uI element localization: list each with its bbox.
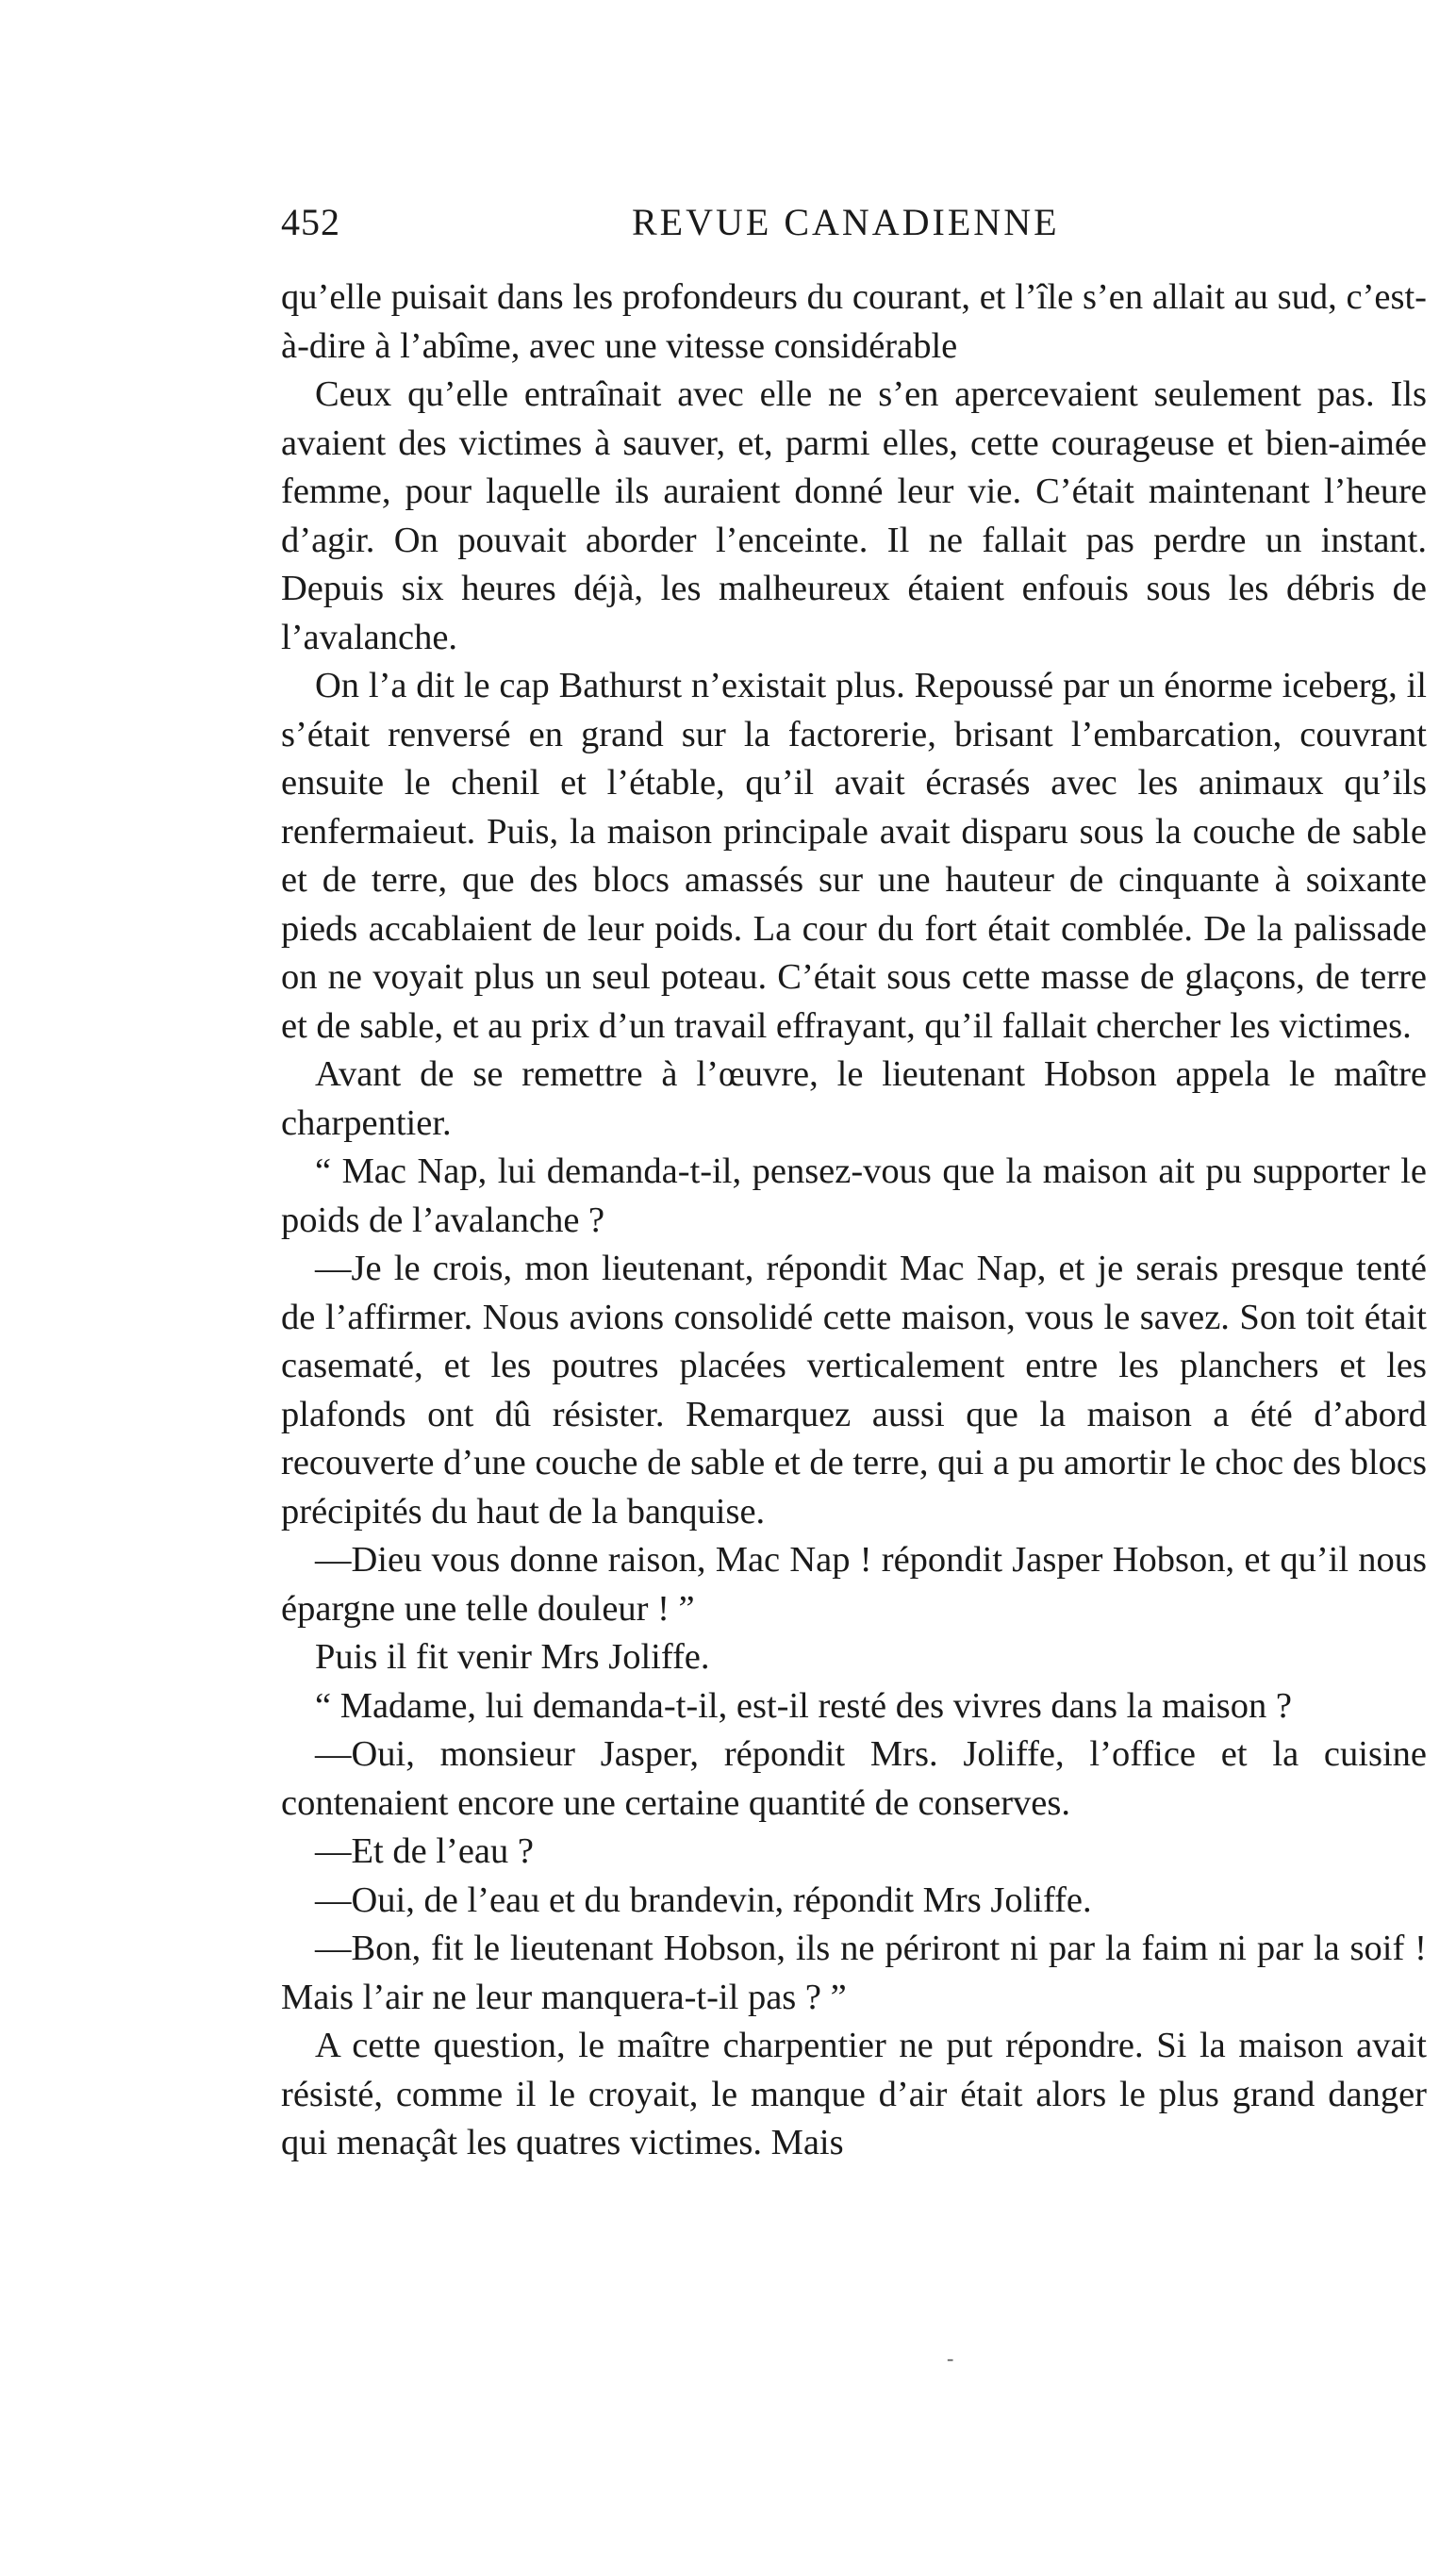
paragraph: —Oui, monsieur Jasper, répondit Mrs. Joliffe, l’office et la cuisine contenaient encore une certaine quantité de conserves. bbox=[281, 1734, 1427, 1823]
running-head: REVUE CANADIENNE bbox=[632, 201, 1060, 243]
paragraph: —Et de l’eau ? bbox=[315, 1831, 534, 1871]
paragraph: qu’elle puisait dans les profondeurs du courant, et l’île s’en allait au sud, c’est-à-dire à l’abîme, avec une vitesse considérable bbox=[281, 277, 1427, 366]
body-text bbox=[281, 273, 1427, 2168]
paragraph: —Oui, de l’eau et du brandevin, répondit Mrs Joliffe. bbox=[315, 1879, 1092, 1920]
paragraph: —Dieu vous donne raison, Mac Nap ! répondit Jasper Hobson, et qu’il nous épargne une telle douleur ! ” bbox=[281, 1540, 1427, 1629]
paragraph: “ Madame, lui demanda-t-il, est-il resté des vivres dans la maison ? bbox=[315, 1685, 1292, 1726]
paragraph: —Je le crois, mon lieutenant, répondit Mac Nap, et je serais presque tenté de l’affirmer. Nous avions consolidé cette maison, vous le savez. Son toit était casematé, et les poutres placées verticalement entre les planchers et les plafonds ont dû résister. Remarquez aussi que la maison a été d’abord recouverte d’une couche de sable et de terre, qui a pu amortir le choc des blocs précipités du haut de la banquise. bbox=[281, 1249, 1427, 1532]
paragraph: Avant de se remettre à l’œuvre, le lieutenant Hobson appela le maître charpentier. bbox=[281, 1054, 1427, 1143]
paragraph: —Bon, fit le lieutenant Hobson, ils ne périront ni par la faim ni par la soif ! Mais l’air ne leur manquera-t-il pas ? ” bbox=[281, 1929, 1427, 2017]
paragraph: Puis il fit venir Mrs Joliffe. bbox=[315, 1637, 710, 1677]
page-number: 452 bbox=[281, 201, 340, 243]
paragraph: “ Mac Nap, lui demanda-t-il, pensez-vous que la maison ait pu supporter le poids de l’avalanche ? bbox=[281, 1151, 1427, 1240]
paragraph: A cette question, le maître charpentier ne put répondre. Si la maison avait résisté, comme il le croyait, le manque d’air était alors le plus grand danger qui menaçât les quatres victimes. Mais bbox=[281, 2026, 1427, 2162]
paragraph: On l’a dit le cap Bathurst n’existait plus. Repoussé par un énorme iceberg, il s’était renversé en grand sur la factorerie, brisant l’embarcation, couvrant ensuite le chenil et l’étable, qu’il avait écrasés avec les animaux qu’ils renfermaieut. Puis, la maison principale avait disparu sous la couche de sable et de terre, que des blocs amassés sur une hauteur de cinquante à soixante pieds accablaient de leur poids. La cour du fort était comblée. De la palissade on ne voyait plus un seul poteau. C’était sous cette masse de glaçons, de terre et de sable, et au prix d’un travail effrayant, qu’il fallait chercher les victimes. bbox=[281, 666, 1427, 1046]
page-header bbox=[281, 200, 1427, 257]
paragraph: Ceux qu’elle entraînait avec elle ne s’en apercevaient seulement pas. Ils avaient des victimes à sauver, et, parmi elles, cette courageuse et bien-aimée femme, pour laquelle ils auraient donné leur vie. C’était maintenant l’heure d’agir. On pouvait aborder l’enceinte. Il ne fallait pas perdre un instant. Depuis six heures déjà, les malheureux étaient enfouis sous les débris de l’avalanche. bbox=[281, 374, 1427, 657]
footer-mark: - bbox=[947, 2346, 954, 2370]
